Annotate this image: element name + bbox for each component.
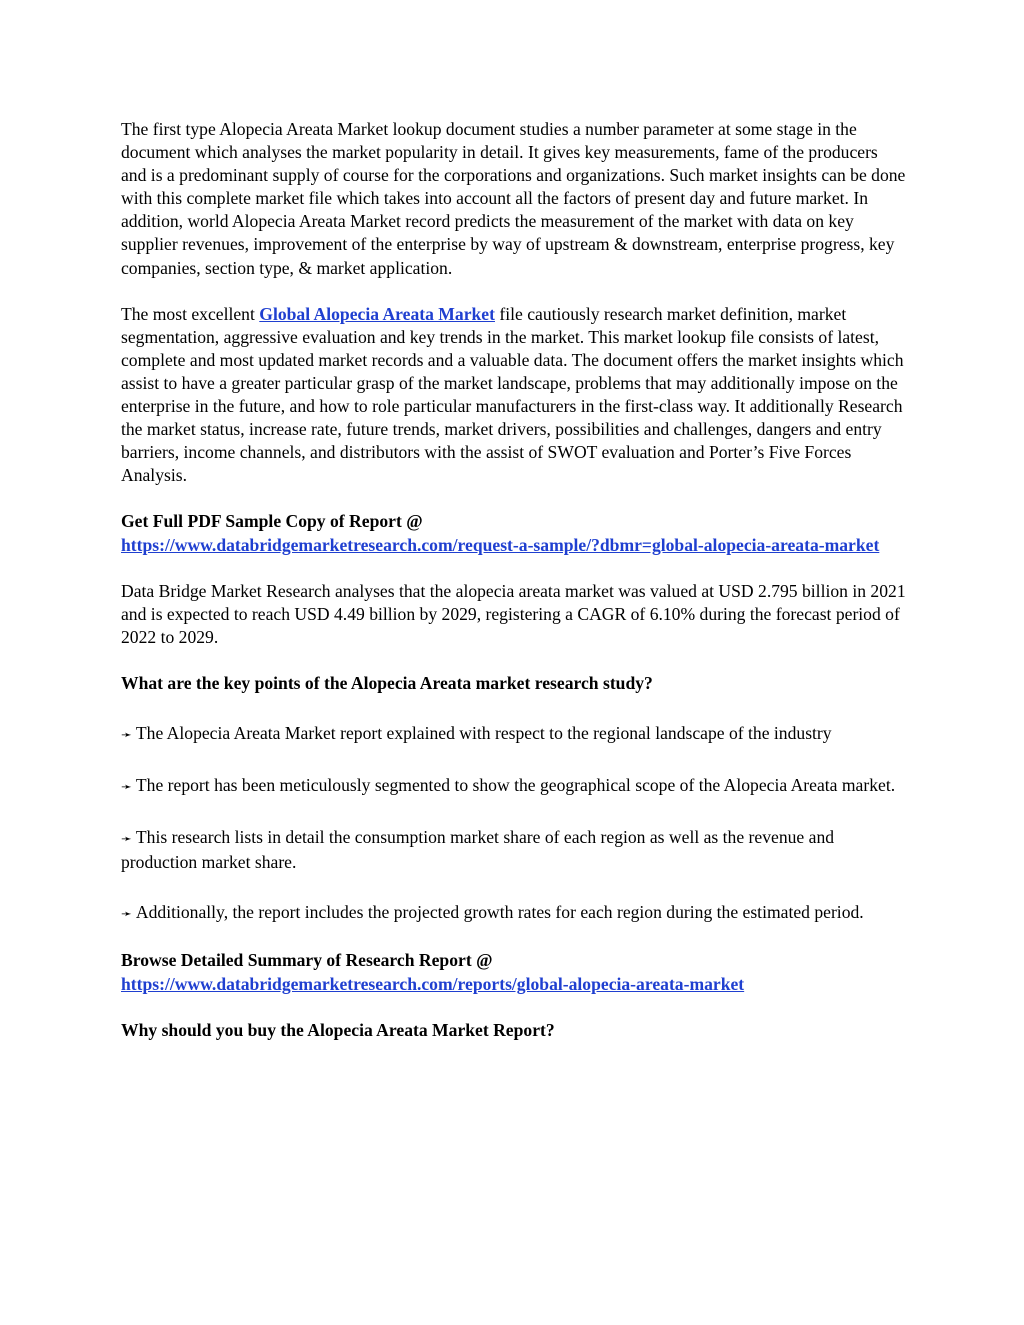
key-point-text: Additionally, the report includes the projected growth rates for each region during the estimated period. xyxy=(135,902,864,923)
market-overview-paragraph xyxy=(121,303,906,488)
key-point-text: This research lists in detail the consumption market share of each region as well as the revenue and production market share. xyxy=(121,827,835,873)
overview-body-text: file cautiously research market definition, market segmentation, aggressive evaluation and key trends in the market. This market lookup file consists of latest, complete and most updated market records and a valuable data. The document offers the market insights which assist to have a greater particular grasp of the market landscape, problems that may additionally impose on the enterprise in the future, and how to role particular manufacturers in the first-class way. It additionally Research the market status, increase rate, future trends, market drivers, possibilities and challenges, dangers and entry barriers, income channels, and distributors with the assist of SWOT evaluation and Porter’s Five Forces Analysis. xyxy=(121,303,904,486)
document-page xyxy=(121,118,906,1065)
key-point-item xyxy=(121,774,906,799)
key-point-item xyxy=(121,722,906,747)
arrow-bullet-icon: ➛ xyxy=(121,727,132,743)
key-points-heading: What are the key points of the Alopecia Areata market research study? xyxy=(121,672,653,693)
valuation-paragraph: Data Bridge Market Research analyses that the alopecia areata market was valued at USD 2.795 billion in 2021 and is expected to reach USD 4.49 billion by 2029, registering a CAGR of 6.10% during the forecast period of 2022 to 2029. xyxy=(121,580,906,647)
intro-paragraph: The first type Alopecia Areata Market lookup document studies a number parameter at some stage in the document which analyses the market popularity in detail. It gives key measurements, fame of the producers and is a predominant supply of course for the corporations and organizations. Such market insights can be done with this complete market file which takes into account all the factors of present day and future market. In addition, world Alopecia Areata Market record predicts the measurement of the market with data on key supplier revenues, improvement of the enterprise by way of upstream & downstream, enterprise progress, key companies, section type, & market application. xyxy=(121,119,906,278)
key-point-item xyxy=(121,826,906,874)
arrow-bullet-icon: ➛ xyxy=(121,780,132,796)
summary-heading: Browse Detailed Summary of Research Report @ xyxy=(121,950,493,971)
sample-heading: Get Full PDF Sample Copy of Report @ xyxy=(121,511,423,532)
key-point-item xyxy=(121,901,906,926)
overview-lead-text: The most excellent xyxy=(121,303,260,324)
arrow-bullet-icon: ➛ xyxy=(121,832,132,848)
why-buy-heading: Why should you buy the Alopecia Areata Market Report? xyxy=(121,1019,555,1040)
arrow-bullet-icon: ➛ xyxy=(121,907,132,923)
sample-request-link[interactable]: https://www.databridgemarketresearch.com/request-a-sample/?dbmr=global-alopecia-areata-market xyxy=(121,534,880,555)
key-point-text: The Alopecia Areata Market report explained with respect to the regional landscape of the industry xyxy=(135,722,832,743)
report-summary-link[interactable]: https://www.databridgemarketresearch.com/reports/global-alopecia-areata-market xyxy=(121,973,745,994)
global-market-link[interactable]: Global Alopecia Areata Market xyxy=(259,303,495,324)
key-point-text: The report has been meticulously segmented to show the geographical scope of the Alopecia Areata market. xyxy=(135,775,896,796)
